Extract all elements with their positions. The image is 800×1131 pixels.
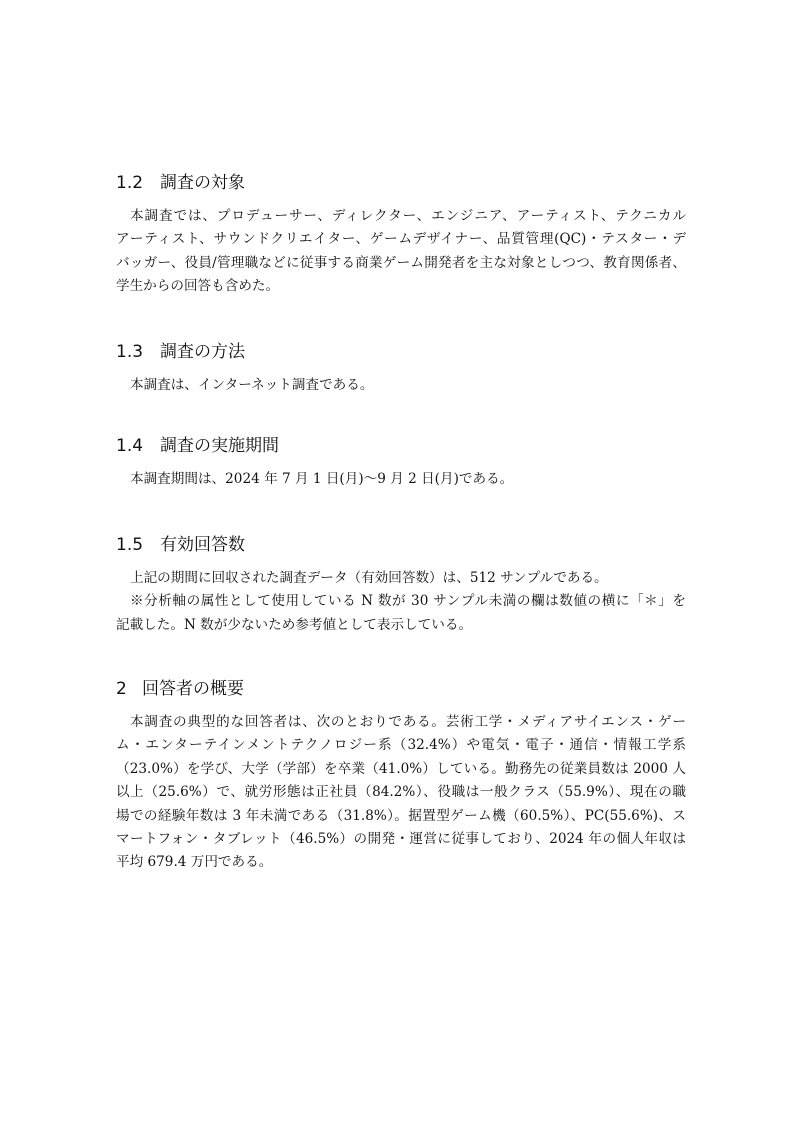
paragraph-line: アーティスト、サウンドクリエイター、ゲームデザイナー、品質管理(QC)・テスター・デ <box>116 231 686 248</box>
section-heading: 1.3 調査の方法 <box>116 342 245 362</box>
section-survey-period <box>116 434 686 491</box>
paragraph-line: 本調査の典型的な回答者は、次のとおりである。芸術工学・メディアサイエンス・ゲー <box>130 714 686 730</box>
paragraph-line: 平均 679.4 万円である。 <box>116 854 273 871</box>
section-heading: 1.2 調査の対象 <box>116 173 245 193</box>
paragraph-line: 場での経験年数は 3 年未満である（31.8%）。据置型ゲーム機（60.5%）、PC(55.6%)、ス <box>116 807 686 824</box>
paragraph-line: 本調査は、インターネット調査である。 <box>130 377 374 393</box>
paragraph-line: 以上（25.6%）で、就労形態は正社員（84.2%）、役職は一般クラス（55.9%）、現在の職 <box>116 784 686 801</box>
paragraph-line: 上記の期間に回収された調査データ（有効回答数）は、512 サンプルである。 <box>130 570 608 586</box>
paragraph-line: バッガー、役員/管理職などに従事する商業ゲーム開発者を主な対象としつつ、教育関係者、 <box>116 254 686 271</box>
section-heading: 1.5 有効回答数 <box>116 535 245 555</box>
paragraph-line: ム・エンターテインメントテクノロジー系（32.4%）や電気・電子・通信・情報工学系 <box>116 737 686 754</box>
section-survey-target <box>116 171 686 299</box>
paragraph-line: マートフォン・タブレット（46.5%）の開発・運営に従事しており、2024 年の個人年収は <box>116 830 686 847</box>
section-heading: 2 回答者の概要 <box>116 679 244 699</box>
section-heading: 1.4 調査の実施期間 <box>116 436 279 456</box>
paragraph-line: （23.0%）を学び、大学（学部）を卒業（41.0%）している。勤務先の従業員数は 2000 人 <box>116 760 686 777</box>
section-valid-responses <box>116 533 686 637</box>
section-respondent-overview <box>116 677 686 875</box>
paragraph-line: 本調査では、プロデューサー、ディレクター、エンジニア、アーティスト、テクニカル <box>130 208 686 224</box>
paragraph-line: 学生からの回答も含めた。 <box>116 278 280 295</box>
section-survey-method <box>116 340 686 397</box>
paragraph-line: ※分析軸の属性として使用している N 数が 30 サンプル未満の欄は数値の横に「＊」を <box>130 593 686 610</box>
paragraph-line: 記載した。N 数が少ないため参考値として表示している。 <box>116 616 473 633</box>
paragraph-line: 本調査期間は、2024 年 7 月 1 日(月)～9 月 2 日(月)である。 <box>130 471 514 487</box>
